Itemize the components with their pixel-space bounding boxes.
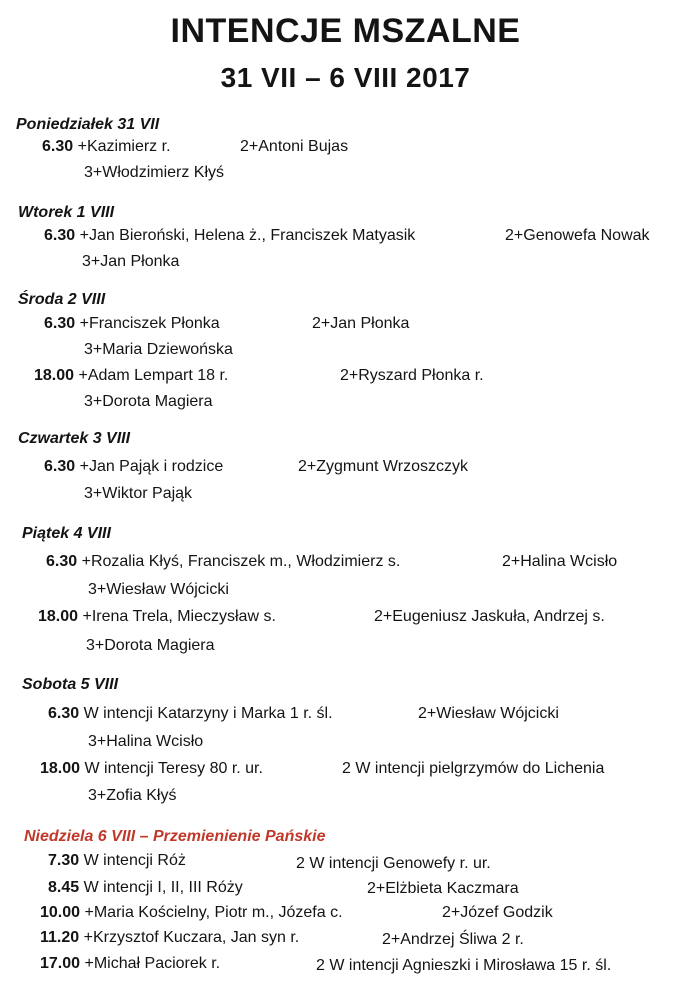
- mass-time: 6.30 W intencji Katarzyny i Marka 1 r. śl.: [48, 705, 333, 722]
- page-title: INTENCJE MSZALNE: [170, 12, 521, 50]
- mass-time: 10.00 +Maria Kościelny, Piotr m., Józefa c.: [40, 904, 343, 921]
- intention-second: 2+Genowefa Nowak: [505, 227, 650, 244]
- day-heading-sunday: Niedziela 6 VIII – Przemienienie Pańskie: [24, 828, 326, 845]
- intention-second: 2+Wiesław Wójcicki: [418, 705, 559, 722]
- intention-primary: +Michał Paciorek r.: [84, 955, 221, 972]
- day-heading: Środa 2 VIII: [18, 291, 106, 308]
- intention-second: 2 W intencji Genowefy r. ur.: [296, 855, 491, 872]
- mass-time: 18.00 +Irena Trela, Mieczysław s.: [38, 608, 276, 625]
- intention-primary: W intencji Teresy 80 r. ur.: [84, 760, 263, 777]
- intention-second: 2+Ryszard Płonka r.: [340, 367, 484, 384]
- day-heading: Poniedziałek 31 VII: [16, 116, 160, 133]
- date-range: 31 VII – 6 VIII 2017: [220, 62, 471, 93]
- intention-primary: +Krzysztof Kuczara, Jan syn r.: [83, 929, 300, 946]
- intention-second: 2 W intencji Agnieszki i Mirosława 15 r. śl.: [316, 957, 612, 974]
- mass-time: 6.30 +Franciszek Płonka: [44, 315, 220, 332]
- intention-third: 3+Jan Płonka: [82, 253, 180, 270]
- mass-time: 6.30 +Kazimierz r.: [42, 138, 171, 155]
- intention-third: 3+Wiktor Pająk: [84, 485, 193, 502]
- mass-time: 11.20 +Krzysztof Kuczara, Jan syn r.: [40, 929, 300, 946]
- mass-time: 8.45 W intencji I, II, III Róży: [48, 879, 243, 896]
- intention-primary: +Rozalia Kłyś, Franciszek m., Włodzimierz s.: [81, 553, 401, 570]
- intention-second: 2+Jan Płonka: [312, 315, 410, 332]
- intention-third: 3+Dorota Magiera: [84, 393, 213, 410]
- intention-third: 3+Dorota Magiera: [86, 637, 215, 654]
- intention-third: 3+Halina Wcisło: [88, 733, 204, 750]
- intention-second: 2+Elżbieta Kaczmara: [367, 880, 519, 897]
- mass-time: 6.30 +Jan Pająk i rodzice: [44, 458, 224, 475]
- mass-time: 6.30 +Jan Bieroński, Helena ż., Franciszek Matyasik: [44, 227, 416, 244]
- intention-third: 3+Maria Dziewońska: [84, 341, 233, 358]
- intention-primary: +Irena Trela, Mieczysław s.: [82, 608, 276, 625]
- mass-time: 18.00 +Adam Lempart 18 r.: [34, 367, 229, 384]
- intention-primary: W intencji Katarzyny i Marka 1 r. śl.: [83, 705, 333, 722]
- intention-third: 3+Wiesław Wójcicki: [88, 581, 229, 598]
- day-heading: Wtorek 1 VIII: [18, 204, 115, 221]
- intention-second: 2 W intencji pielgrzymów do Lichenia: [342, 760, 605, 777]
- intention-third: 3+Włodzimierz Kłyś: [84, 164, 225, 181]
- intention-primary: +Kazimierz r.: [77, 138, 171, 155]
- intention-primary: +Jan Bieroński, Helena ż., Franciszek Matyasik: [79, 227, 416, 244]
- intention-second: 2+Antoni Bujas: [240, 138, 349, 155]
- intention-primary: W intencji Róż: [83, 852, 186, 869]
- mass-time: 7.30 W intencji Róż: [48, 852, 186, 869]
- intention-second: 2+Halina Wcisło: [502, 553, 618, 570]
- intention-second: 2+Zygmunt Wrzoszczyk: [298, 458, 468, 475]
- intention-primary: W intencji I, II, III Róży: [83, 879, 243, 896]
- day-heading: Sobota 5 VIII: [22, 676, 119, 693]
- day-heading: Czwartek 3 VIII: [18, 430, 131, 447]
- intention-third: 3+Zofia Kłyś: [88, 787, 177, 804]
- intention-primary: +Franciszek Płonka: [79, 315, 220, 332]
- intention-primary: +Maria Kościelny, Piotr m., Józefa c.: [84, 904, 343, 921]
- intention-second: 2+Andrzej Śliwa 2 r.: [382, 931, 524, 948]
- day-heading: Piątek 4 VIII: [22, 525, 111, 542]
- mass-time: 18.00 W intencji Teresy 80 r. ur.: [40, 760, 263, 777]
- intention-second: 2+Józef Godzik: [442, 904, 553, 921]
- mass-time: 17.00 +Michał Paciorek r.: [40, 955, 221, 972]
- intention-second: 2+Eugeniusz Jaskuła, Andrzej s.: [374, 608, 605, 625]
- intention-primary: +Adam Lempart 18 r.: [78, 367, 229, 384]
- intention-primary: +Jan Pająk i rodzice: [79, 458, 224, 475]
- mass-time: 6.30 +Rozalia Kłyś, Franciszek m., Włodzimierz s.: [46, 553, 401, 570]
